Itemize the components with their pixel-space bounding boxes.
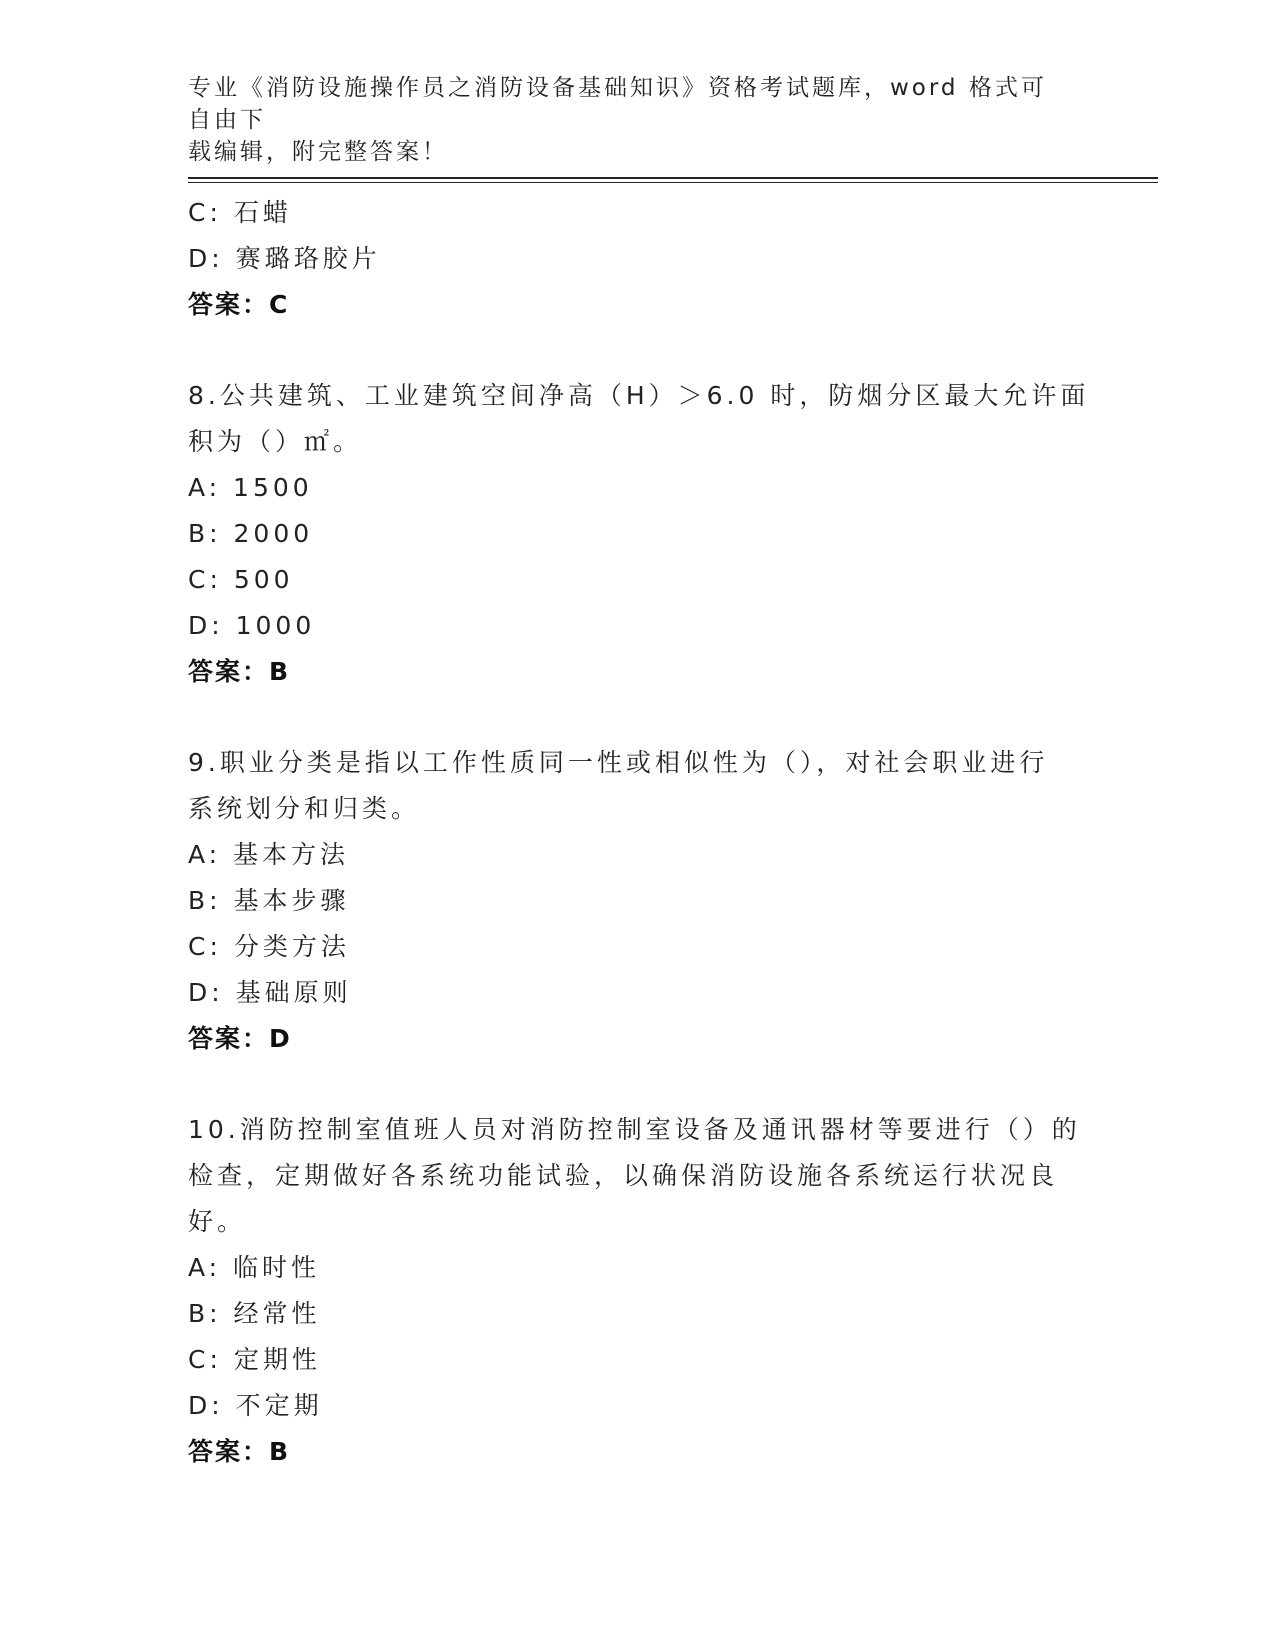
header-line-2: 载编辑，附完整答案！	[188, 139, 448, 165]
option-a: A: 临时性	[188, 1253, 321, 1282]
option-d: D: 基础原则	[188, 978, 352, 1007]
answer-line: 答案：D	[188, 1024, 292, 1053]
answer-line: 答案：C	[188, 290, 290, 319]
answer-line: 答案：B	[188, 657, 291, 686]
option-c: C: 分类方法	[188, 932, 350, 961]
question-carryover	[188, 190, 1088, 328]
option-c: C: 500	[188, 565, 294, 594]
spacer	[188, 1062, 1088, 1107]
question-stem-line: 检查，定期做好各系统功能试验，以确保消防设施各系统运行状况良	[188, 1161, 1059, 1190]
spacer	[188, 695, 1088, 740]
question-stem-line: 9.职业分类是指以工作性质同一性或相似性为（），对社会职业进行	[188, 748, 1049, 777]
option-a: A: 基本方法	[188, 840, 350, 869]
document-header	[188, 72, 1068, 168]
option-d: D: 1000	[188, 611, 316, 640]
option-b: B: 经常性	[188, 1299, 321, 1328]
question-stem-line: 10.消防控制室值班人员对消防控制室设备及通讯器材等要进行（）的	[188, 1115, 1081, 1144]
spacer	[188, 328, 1088, 373]
option-c: C: 石蜡	[188, 198, 292, 227]
answer-line: 答案：B	[188, 1437, 291, 1466]
question-10	[188, 1107, 1088, 1475]
option-b: B: 基本步骤	[188, 886, 350, 915]
option-d: D: 不定期	[188, 1391, 323, 1420]
header-line-1: 专业《消防设施操作员之消防设备基础知识》资格考试题库，word 格式可自由下	[188, 75, 1047, 133]
question-stem-line: 8.公共建筑、工业建筑空间净高（H）＞6.0 时，防烟分区最大允许面	[188, 381, 1090, 410]
question-list	[188, 190, 1088, 1475]
option-c: C: 定期性	[188, 1345, 321, 1374]
header-rule-thin	[188, 182, 1158, 183]
question-9	[188, 740, 1088, 1062]
question-stem-line: 系统划分和归类。	[188, 794, 421, 823]
option-a: A: 1500	[188, 473, 313, 502]
question-stem-line: 积为（）㎡。	[188, 427, 363, 456]
option-d: D: 赛璐珞胶片	[188, 244, 381, 273]
question-stem-line: 好。	[188, 1207, 247, 1236]
option-b: B: 2000	[188, 519, 314, 548]
header-rule-thick	[188, 177, 1158, 179]
question-8	[188, 373, 1088, 695]
